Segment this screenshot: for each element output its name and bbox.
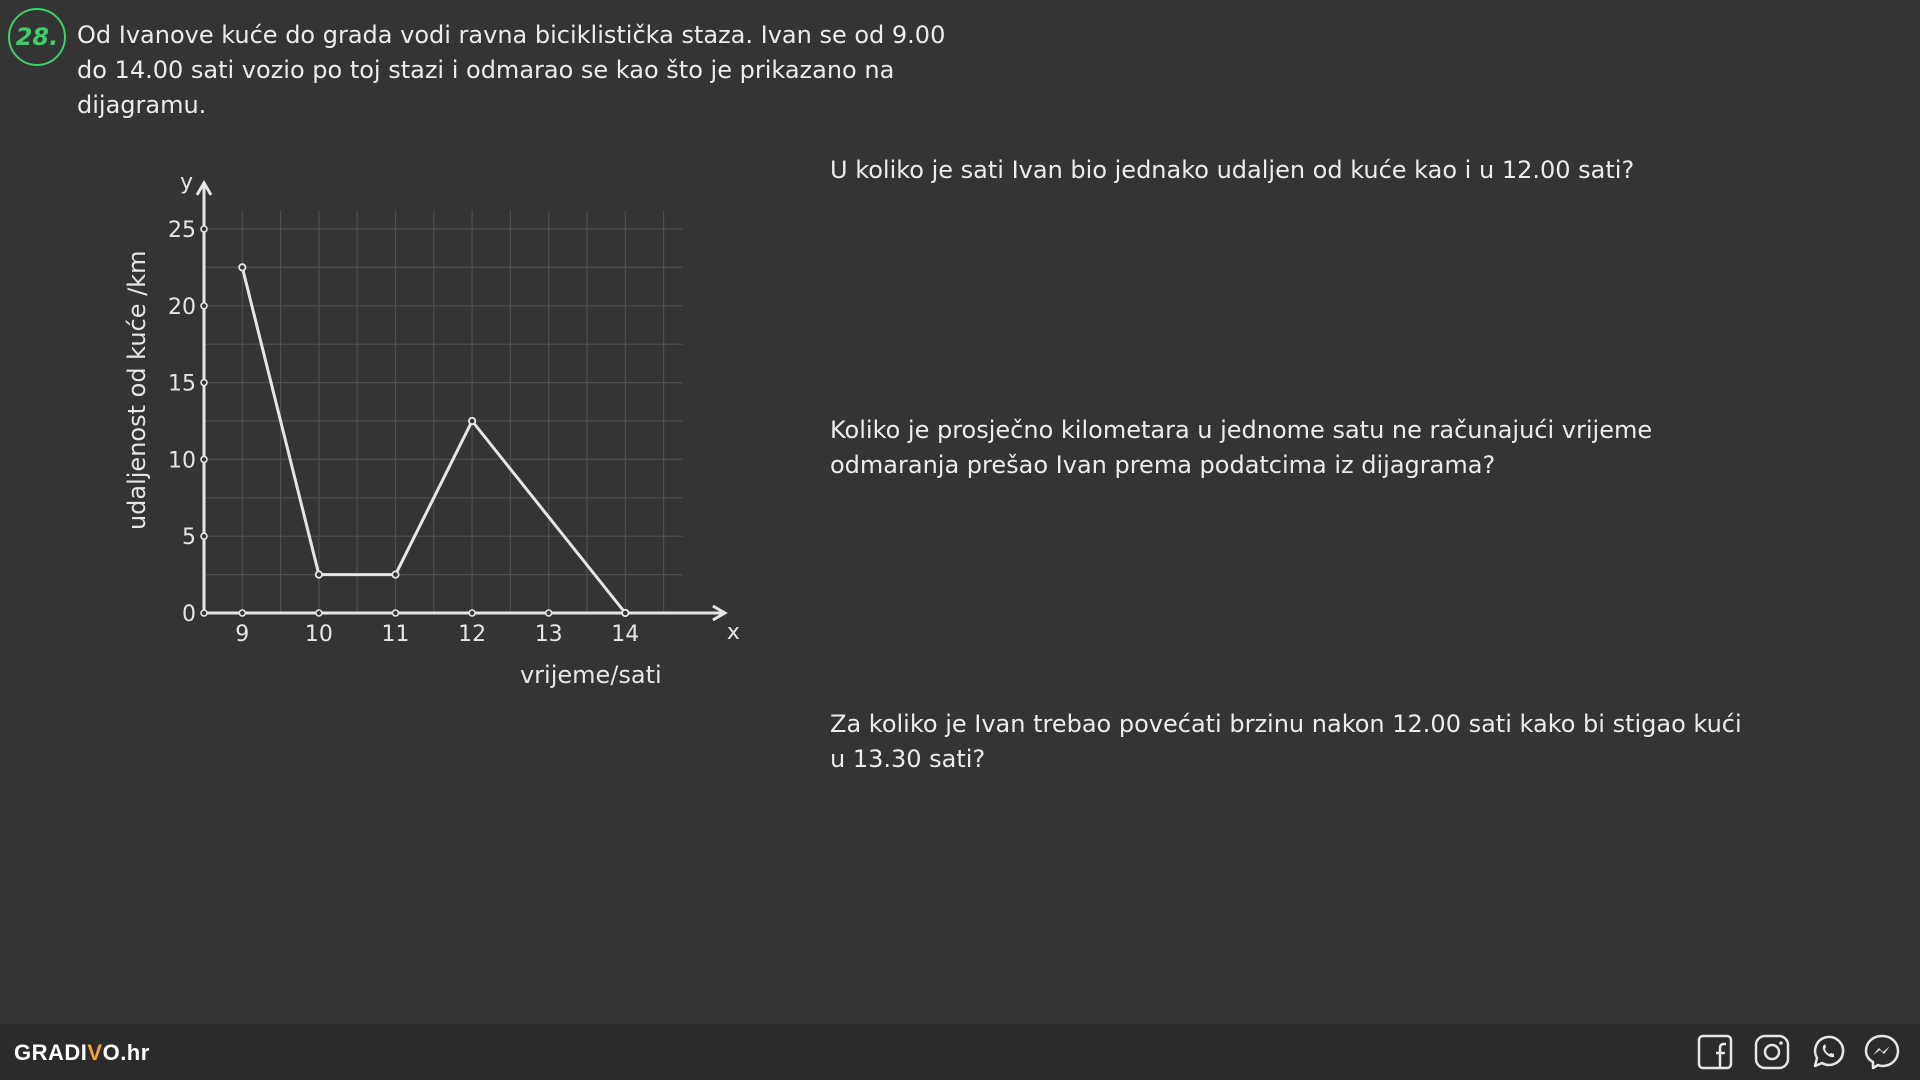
y-tick-label: 5 (182, 525, 196, 551)
x-tick-mark (239, 610, 245, 616)
y-tick-mark (201, 380, 207, 386)
chart-ticks (168, 218, 639, 647)
facebook-icon[interactable] (1696, 1033, 1734, 1071)
data-point (392, 571, 398, 577)
y-tick-mark (201, 456, 207, 462)
y-tick-label: 0 (182, 602, 196, 627)
whatsapp-icon[interactable] (1809, 1033, 1847, 1071)
distance-time-chart (110, 169, 740, 700)
y-tick-label: 10 (168, 448, 196, 474)
x-axis-label: vrijeme/sati (519, 661, 662, 689)
messenger-icon[interactable] (1863, 1033, 1901, 1071)
x-tick-mark (316, 610, 322, 616)
y-tick-mark (201, 303, 207, 309)
x-tick-label: 12 (458, 622, 487, 647)
logo-text-suffix: O.hr (102, 1040, 150, 1065)
question-2: Koliko je prosječno kilometara u jednome satu ne računajući vrijeme odmaranja prešao Ivan prema podatcima iz dijagrama? (830, 416, 1653, 479)
x-tick-label: 10 (304, 622, 333, 647)
data-point (469, 418, 475, 424)
y-tick-mark (201, 226, 207, 232)
instagram-icon[interactable] (1753, 1033, 1791, 1071)
y-tick-label: 15 (168, 371, 196, 397)
problem-intro: Od Ivanove kuće do grada vodi ravna biciklistička staza. Ivan se od 9.00 do 14.00 sati vozio po toj stazi i odmarao se kao što je prikazano na dijagramu. (77, 21, 946, 119)
problem-number-badge (8, 8, 66, 66)
gradivo-logo[interactable] (14, 1040, 150, 1066)
data-point (316, 571, 322, 577)
y-tick-mark (201, 610, 207, 616)
chart-grid (204, 211, 683, 613)
x-tick-label: 14 (611, 622, 640, 647)
logo-text-prefix: GRADI (14, 1040, 88, 1065)
chart-axes (180, 170, 740, 645)
y-axis-letter: y (180, 169, 194, 195)
x-tick-label: 11 (381, 622, 410, 647)
y-tick-label: 25 (168, 218, 196, 243)
logo-text-v: V (87, 1040, 103, 1065)
data-point (239, 264, 245, 270)
problem-number: 28. (15, 23, 59, 51)
data-point (622, 610, 628, 616)
x-tick-mark (546, 610, 552, 616)
x-tick-label: 13 (534, 622, 563, 647)
x-tick-mark (469, 610, 475, 616)
y-tick-mark (201, 533, 207, 539)
y-tick-label: 20 (168, 294, 196, 320)
y-axis-label: udaljenost od kuće /km (123, 250, 151, 531)
question-3: Za koliko je Ivan trebao povećati brzinu nakon 12.00 sati kako bi stigao kući u 13.30 sati? (830, 710, 1742, 773)
question-1: U koliko je sati Ivan bio jednako udaljen od kuće kao i u 12.00 sati? (830, 156, 1635, 184)
x-tick-label: 9 (235, 622, 250, 647)
x-axis-letter: x (726, 620, 740, 645)
x-tick-mark (393, 610, 399, 616)
footer-bar (0, 1024, 1920, 1080)
